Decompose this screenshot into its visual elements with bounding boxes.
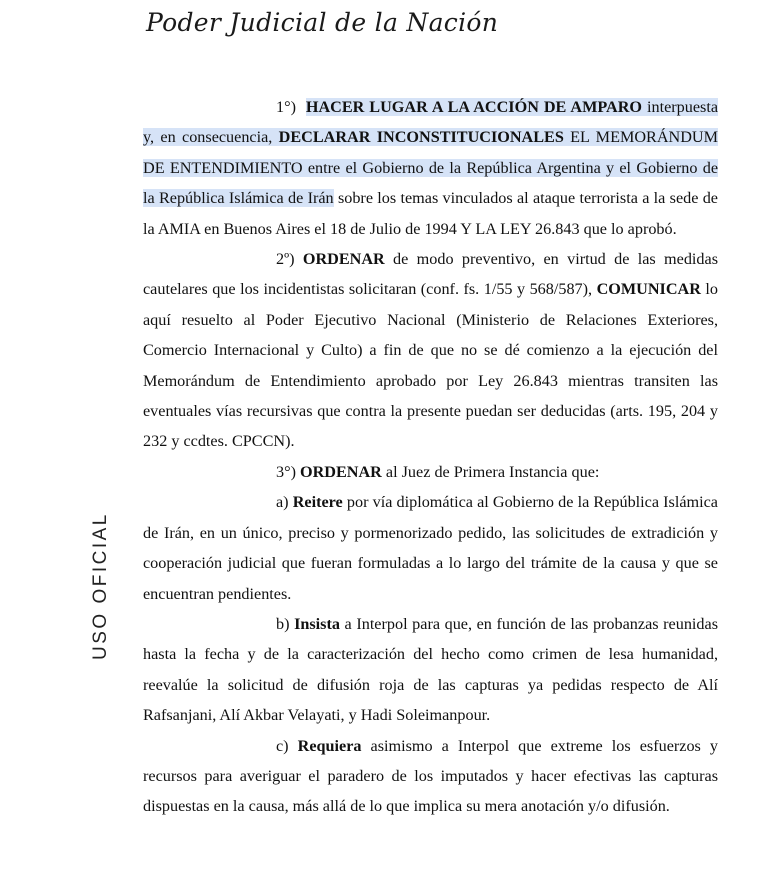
bold-phrase: Requiera xyxy=(297,736,362,755)
paragraph-text: sobre los temas vinculados al ataque terrorista a la sede de la AMIA en Buenos Aires el 18 de Julio de 1994 Y LA LEY 26.843 que lo aprobó. xyxy=(143,189,718,238)
bold-phrase: COMUNICAR xyxy=(596,280,701,299)
paragraph-text: de modo preventivo, en virtud de las medidas cautelares que los incidentistas solicitaran (conf. fs. 1/55 y 568/587), xyxy=(143,250,718,299)
bold-phrase: HACER LUGAR A LA ACCIÓN DE AMPARO xyxy=(305,98,643,116)
paragraph-number: a) xyxy=(276,493,289,512)
paragraph-3c xyxy=(143,731,718,822)
paragraph-1 xyxy=(143,92,718,244)
bold-phrase: Insista xyxy=(294,614,340,633)
court-header: Poder Judicial de la Nación xyxy=(146,8,499,37)
paragraph-number: 2º) xyxy=(276,250,295,269)
paragraph-number: 1°) xyxy=(276,98,296,116)
paragraph-3a xyxy=(143,487,718,609)
paragraph-text: interpuesta y, en consecuencia, xyxy=(143,98,719,147)
bold-phrase: Reitere xyxy=(292,493,343,512)
paragraph-text: por vía diplomática al Gobierno de la República Islámica de Irán, en un único, preciso y pormenorizado pedido, las solicitudes de extradición y cooperación judicial que fueran formuladas a lo largo del trámite de la causa y que se encuentran pendientes. xyxy=(143,493,718,603)
paragraph-text: a Interpol para que, en función de las probanzas reunidas hasta la fecha y de la caracterización del hecho como crimen de lesa humanidad, reevalúe la solicitud de difusión roja de las capturas ya pedidas respecto de Alí Rafsanjani, Alí Akbar Velayati, y Hadi Soleimanpour. xyxy=(143,614,718,725)
paragraph-3 xyxy=(143,457,718,487)
bold-phrase: ORDENAR xyxy=(300,462,382,481)
paragraph-text: asimismo a Interpol que extreme los esfuerzos y recursos para averiguar el paradero de los imputados y hacer efectivas las capturas dispuestas en la causa, más allá de lo que implica su mera anotación y/o difusión. xyxy=(143,736,719,816)
paragraph-3b xyxy=(143,609,718,731)
paragraph-text: EL MEMORÁNDUM DE ENTENDIMIENTO entre el Gobierno de la República Argentina y el Gobierno de la República Islámica de Irán xyxy=(143,128,718,208)
bold-phrase: ORDENAR xyxy=(302,250,385,269)
paragraph-text: lo aquí resuelto al Poder Ejecutivo Nacional (Ministerio de Relaciones Exteriores, Comercio Internacional y Culto) a fin de que no se dé comienzo a la ejecución del Memorándum de Entendimiento aprobado por Ley 26.843 mientras transiten las eventuales vías recursivas que contra la presente puedan ser deducidas (arts. 195, 204 y 232 y ccdtes. CPCCN). xyxy=(143,280,718,451)
bold-phrase: DECLARAR INCONSTITUCIONALES xyxy=(278,128,564,147)
official-use-label: USO OFICIAL xyxy=(90,512,111,660)
paragraph-text: al Juez de Primera Instancia que: xyxy=(381,462,600,481)
paragraph-number: b) xyxy=(276,614,290,633)
paragraph-2 xyxy=(143,244,718,457)
document-body xyxy=(143,92,718,822)
paragraph-number: c) xyxy=(276,736,289,755)
paragraph-number: 3°) xyxy=(276,462,296,481)
